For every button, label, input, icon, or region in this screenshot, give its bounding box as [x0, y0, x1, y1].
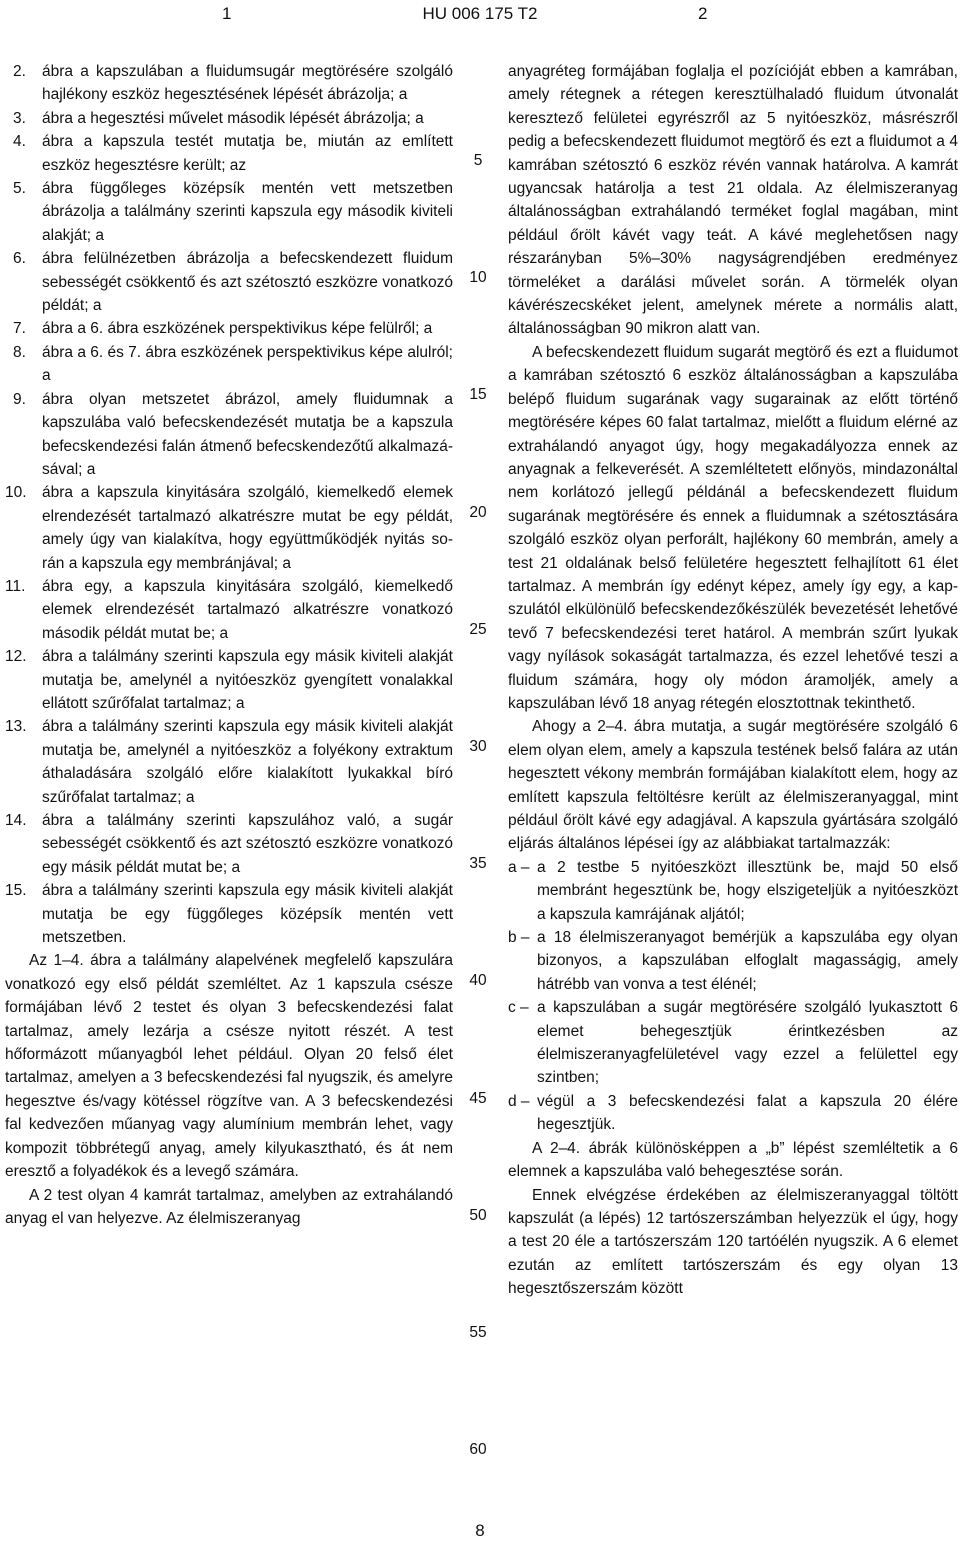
- line-number: 25: [469, 620, 487, 638]
- line-number: 15: [469, 386, 487, 404]
- line-number: 20: [469, 503, 487, 521]
- line-number: 35: [469, 855, 487, 873]
- process-steps: [508, 856, 958, 1137]
- figure-list-item: [5, 60, 453, 107]
- paragraph: A befecskendezett fluidum sugarát megtörő és ezt a fluidumot a kamrában szétosztó 6 eszköz általánosságban a kapszulába belépő fluidum sugarának vagy sugarainak az előtt történő megtörésére képes 60 falat tartalmaz, mielőtt a fluidum elérné az extrahálandó anyagot úgy, hogy megakadályozza ennek az anyagnak a felkeverését. A szemléltetett előnyös, mindazonáltal nem korlátozó jellegű példánál a befecskendezett fluidum sugarának megtörésére és ennek a fluidumnak a szétosztására szolgáló eszköz olyan perforált, hajlékony 60 membrán, amely a test 21 oldalának belső felületére hegesztett felhajlított 61 élet tartalmaz. A membrán így edényt képez, amely így egy, a kapszulától elkülönülő befecskendezőkészülék bevezetését lehetővé tevő 7 befecskendezési teret határol. A membrán szűrt lyukak vagy nyílások sokaságát tartalmazza, és ezzel lehetővé teszi a fluidum számára, hogy oly módon áramoljék, amely a kapszulában lévő 18 anyag rétegén elosztottnak tekinthető.: [508, 343, 958, 712]
- line-number: 45: [469, 1089, 487, 1107]
- figure-number: 13.: [5, 718, 27, 736]
- figure-number: 7.: [13, 320, 26, 338]
- step-text: a kapszulában a sugár megtörésére szolgáló lyukasztott 6 elemet behegesztjük érintkezésben az élelmiszeranyagfelületével vagy ezzel a felülettel egy szintben;: [537, 999, 958, 1087]
- figure-number: 11.: [5, 577, 26, 595]
- figure-number: 2.: [13, 63, 26, 80]
- figure-list-item: [5, 575, 453, 645]
- figure-description: ábra a találmány szerinti kapszula egy másik kiviteli alakját mutatja be egy függőleges középsík mentén vett metszetben.: [42, 882, 453, 947]
- paragraph: A 2 test olyan 4 kamrát tartalmaz, amelyben az extrahálandó anyag el van helyezve. Az élelmiszeranyag: [5, 1186, 453, 1227]
- figure-description: ábra egy, a kapszula kinyitására szolgáló, kiemelkedő elemek elrendezését tartalmazó alkatrészre vonatkozó második példát mutat be; a: [42, 577, 453, 642]
- figure-number: 8.: [13, 343, 26, 361]
- figure-description: ábra a találmány szerinti kapszula egy másik kiviteli alakját mutatja be, amelynél a nyitóeszköz a folyékony extraktum áthaladására szolgáló előre kialakított lyukakkal bíró szűrőfalat tartalmaz; a: [42, 718, 453, 806]
- figure-description: ábra a találmány szerinti kapszula egy másik kiviteli alakját mutatja be, amelynél a nyitóeszköz gyengített vonalakkal ellátott szűrőfalat tartalmaz; a: [42, 648, 453, 712]
- paragraph: A 2–4. ábrák különösképpen a „b” lépést szemléltetik a 6 elemnek a kapszulába való behegesztése során.: [508, 1139, 958, 1181]
- figure-number: 12.: [5, 648, 27, 666]
- process-step: [508, 996, 958, 1090]
- paragraph: Ennek elvégzése érdekében az élelmiszeranyaggal töltött kapszulát (a lépés) 12 tartószerszámban helyezzük el úgy, hogy a test 20 éle a tartószerszám 120 tartóélén nyugszik. A 6 elemet ezután az említett tartószerszám és egy olyan 13 hegesztőszerszám között: [508, 1186, 958, 1298]
- line-number: 60: [469, 1441, 487, 1459]
- figure-description: ábra a találmány szerinti kapszulához való, a sugár sebességét csökkentő és azt szétosztó eszközre vonatkozó egy másik példát mutat be; a: [42, 812, 453, 876]
- step-label: c –: [508, 999, 529, 1017]
- step-text: a 2 testbe 5 nyitóeszközt illesztünk be, majd 50 első membránt hegesztünk be, hogy elszigeteljük a nyitóeszközt a kapszula kamrájának aljától;: [537, 858, 958, 923]
- step-text: a 18 élelmiszeranyagot bemérjük a kapszulába egy olyan bizonyos, a kapszulában elfoglalt magasságig, amely hátrébb van vonva a test élénél;: [537, 929, 958, 993]
- figure-list-item: [5, 107, 453, 130]
- figure-list: [5, 60, 453, 949]
- line-number: 55: [469, 1324, 487, 1341]
- figure-description: ábra függőleges középsík mentén vett metszetben ábrázolja a találmány szerinti kapszula egy második kiviteli alakját; a: [42, 180, 453, 244]
- figure-number: 6.: [13, 250, 26, 268]
- figure-description: ábra a kapszula kinyitására szolgáló, kiemelkedő elemek elrendezését tartalmazó alkatrészre mutat be egy példát, amely úgy van kialakítva, hogy együttműködjék nyitás során a kapszula egy membránjával; a: [42, 484, 453, 572]
- line-number: 30: [469, 738, 487, 755]
- step-text: végül a 3 befecskendezési falat a kapszula 20 élére hegesztjük.: [537, 1092, 958, 1134]
- process-step: [508, 926, 958, 996]
- figure-list-item: [5, 247, 453, 317]
- figure-number: 4.: [13, 133, 26, 151]
- header-right-page-number: 2: [698, 4, 708, 23]
- step-label: b –: [508, 929, 530, 947]
- right-column: [508, 60, 958, 1301]
- figure-number: 10.: [5, 484, 27, 502]
- figure-list-item: [5, 341, 453, 388]
- figure-list-item: [5, 177, 453, 247]
- left-column: [5, 60, 453, 1230]
- figure-description: ábra felülnézetben ábrázolja a befecskendezett fluidum sebességét csökkentő és azt szétosztó eszközre vonatkozó példát; a: [42, 250, 453, 315]
- figure-description: ábra a 6. ábra eszközének perspektivikus képe felülről; a: [42, 320, 433, 338]
- process-step: [508, 1090, 958, 1137]
- figure-list-item: [5, 645, 453, 715]
- figure-list-item: [5, 130, 453, 177]
- header-patent-number: HU 006 175 T2: [422, 4, 538, 23]
- figure-number: 9.: [13, 390, 26, 408]
- figure-list-item: [5, 317, 453, 340]
- line-number: 10: [469, 269, 487, 287]
- process-step: [508, 856, 958, 926]
- figure-number: 5.: [13, 180, 26, 198]
- paragraph: Az 1–4. ábra a találmány alapelvének megfelelő kapszulára vonatkozó egy első példát szemléltet. Az 1 kapszula csésze formájában lévő 2 testet és olyan 3 befecskendezési falat tartalmaz, amely lezárja a csésze nyitott részét. A test hőformázott műanyagból lehet például. Olyan 20 felső élet tartalmaz, amelyen a 3 befecskendezési fal nyugszik, és amelyre hegesztve és/vagy kötéssel rögzítve van. A 3 befecskendezési fal kedvezően műanyag vagy alumínium membrán lehet, vagy kompozit többrétegű anyag, amely kilyukasztható, és át nem eresztő a folyadékok és a levegő számára.: [5, 952, 453, 1181]
- line-number: 40: [469, 972, 487, 990]
- figure-list-item: [5, 809, 453, 879]
- line-number: 50: [469, 1206, 487, 1224]
- figure-description: ábra olyan metszetet ábrázol, amely fluidumnak a kapszulába való befecskendezését mutatja be a kapszula befecskendezési falán átmenő befecskendezőtű alkalmazásával; a: [42, 390, 453, 478]
- page-number: 8: [475, 1521, 485, 1540]
- paragraph: Ahogy a 2–4. ábra mutatja, a sugár megtörésére szolgáló 6 elem olyan elem, amely a kapszula testének belső falára az után hegesztett vékony membrán formájában kialakított elem, hogy az említett kapszula feltöltésre került az élelmiszeranyaggal, mint például őrölt kávé egy adagjával. A kapszula gyártására szolgáló eljárás általános lépései így az alábbiakat tartalmazzák:: [508, 718, 958, 853]
- figure-description: ábra a hegesztési művelet második lépését ábrázolja; a: [42, 109, 424, 127]
- figure-list-item: [5, 715, 453, 809]
- figure-number: 14.: [5, 812, 27, 829]
- figure-description: ábra a 6. és 7. ábra eszközének perspektivikus képe alulról; a: [42, 343, 453, 385]
- step-label: d –: [508, 1092, 530, 1110]
- figure-description: ábra a kapszulában a fluidumsugár megtörésére szolgáló hajlékony eszköz hegesztésének lépését ábrázolja; a: [42, 63, 453, 104]
- header-left-page-number: 1: [222, 4, 232, 23]
- figure-list-item: [5, 481, 453, 575]
- step-label: a –: [508, 858, 530, 876]
- figure-number: 3.: [13, 109, 26, 127]
- figure-list-item: [5, 388, 453, 482]
- figure-description: ábra a kapszula testét mutatja be, miután az említett eszköz hegesztésre került; az: [42, 133, 453, 174]
- line-number: 5: [473, 152, 483, 169]
- paragraph: anyagréteg formájában foglalja el pozícióját ebben a kamrában, amely rétegnek a rétegen keresztülhaladó fluidum útvonalát keresztező felületei egyrészről az 5 nyitóeszköz, másrészről pedig a befecskendezett fluidumot megtörő és ezt a fluidumot a 4 kamrában szétosztó 6 eszköz révén vannak határolva. A kamrát ugyancsak határolja a test 21 oldala. Az élelmiszeranyag általánosságban extrahálandó terméket foglal magában, mint például őrölt kávét vagy teát. A kávé meglehetősen nagy részarányban 5%–30% nagyságrendjében eredményez törmeléket a darálási művelet során. A törmelék olyan kávérészecskéket jelent, amelynek mérete a normális alatt, általánosságban 90 mikron alatt van.: [508, 63, 958, 338]
- figure-list-item: [5, 879, 453, 949]
- figure-number: 15.: [5, 882, 27, 900]
